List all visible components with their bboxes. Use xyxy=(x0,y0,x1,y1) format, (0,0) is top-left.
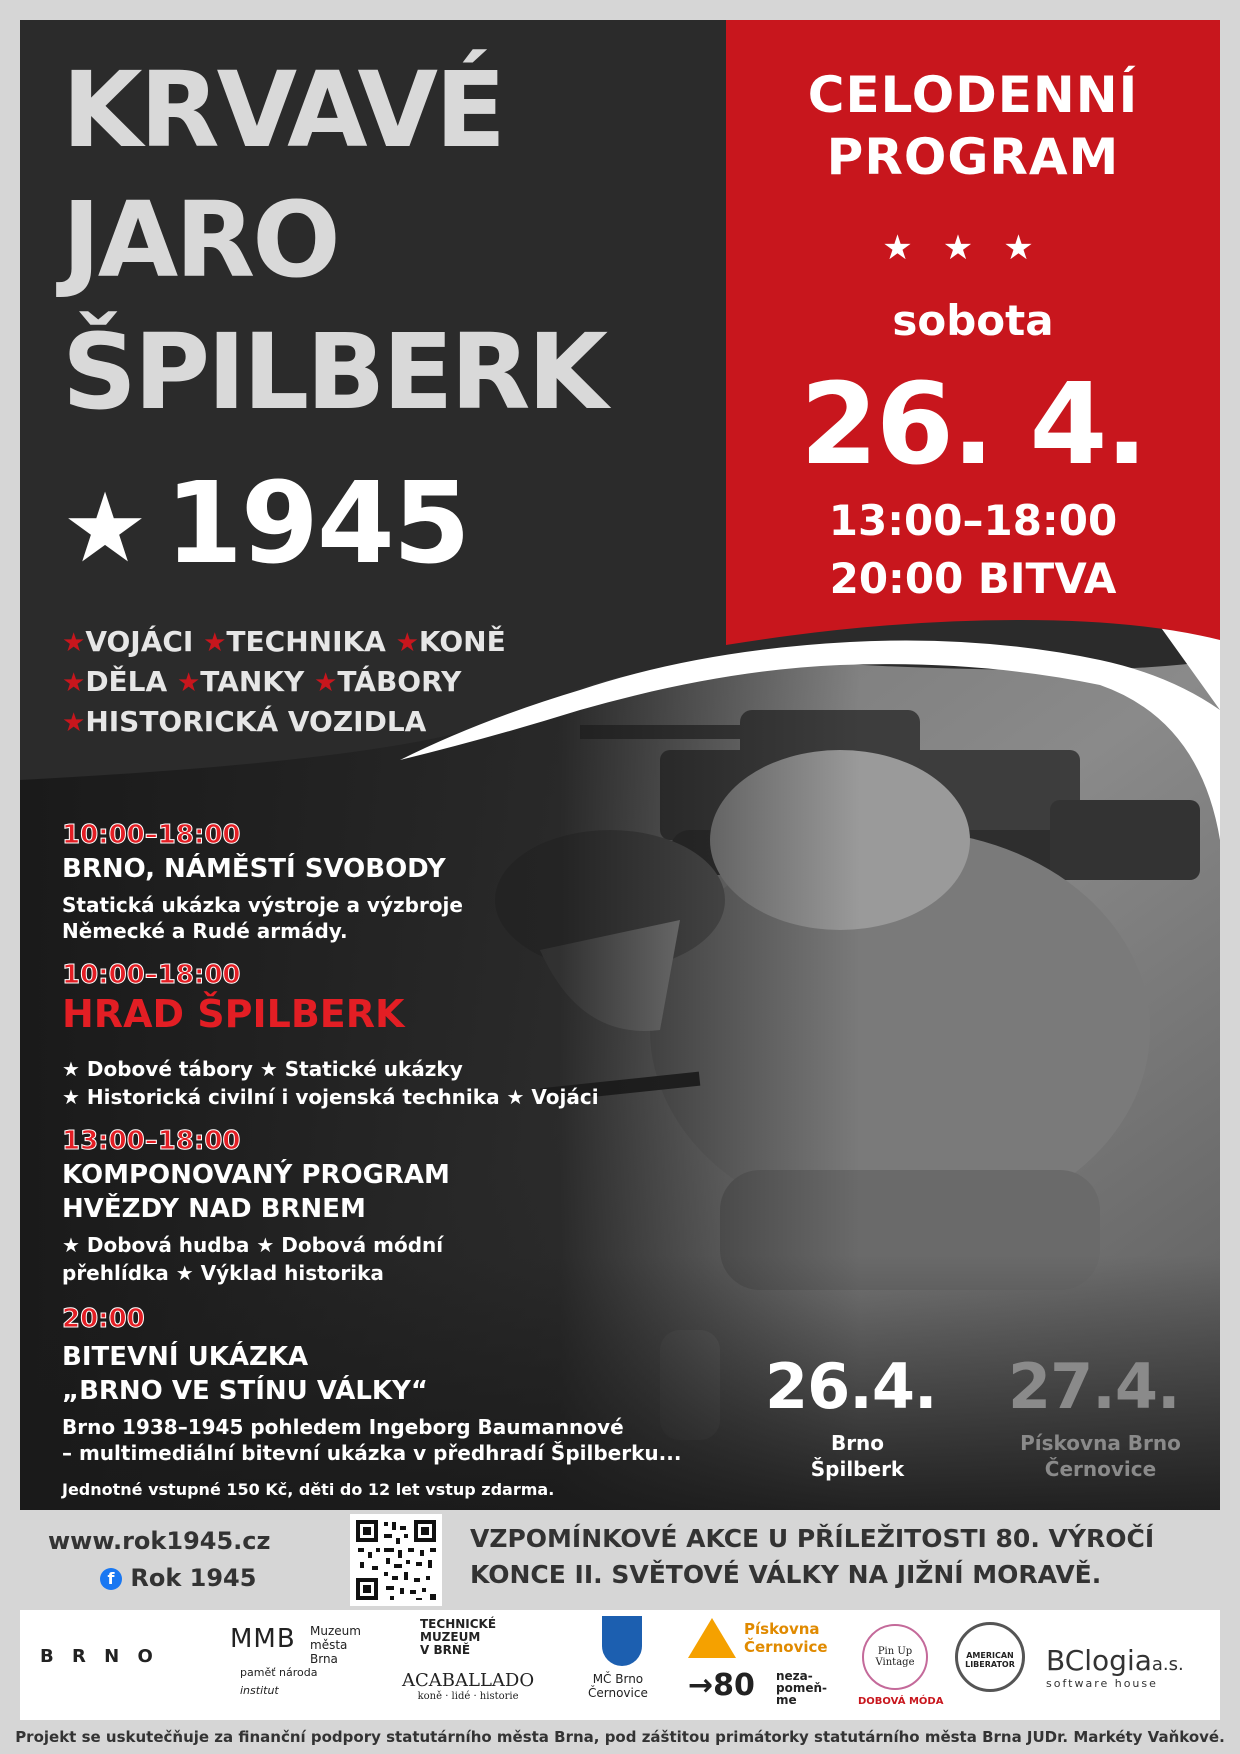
star-icon: ★ xyxy=(62,472,149,584)
features-row-1: ★VOJÁCI ★TECHNIKA ★KONĚ xyxy=(62,625,506,658)
schedule-4-desc-2: – multimediální bitevní ukázka v předhradí Špilberku... xyxy=(62,1441,682,1465)
facebook-icon: f xyxy=(100,1568,122,1590)
nezapomeneme-logo: →80 neza- pomeň- me xyxy=(688,1668,827,1707)
red-heading-2: PROGRAM xyxy=(826,128,1120,186)
schedule-1-desc-1: Statická ukázka výstroje a výzbroje xyxy=(62,893,463,917)
schedule-4-title-2: „BRNO VE STÍNU VÁLKY“ xyxy=(62,1376,428,1406)
footer-note: Projekt se uskutečňuje za finanční podpory statutárního města Brna, pod záštitou primátorky statutárního města Brna JUDr. Markéty Vaňkové. xyxy=(15,1728,1225,1746)
schedule-3-desc-1: ★ Dobová hudba ★ Dobová módní xyxy=(62,1233,444,1257)
date-1: 26.4. xyxy=(765,1350,937,1423)
schedule-3-title: KOMPONOVANÝ PROGRAM xyxy=(62,1160,450,1190)
date-1-place-2: Špilberk xyxy=(810,1457,905,1481)
acaballado-logo: ACABALLADO koně · lidé · historie xyxy=(402,1670,535,1702)
qr-code xyxy=(350,1514,442,1606)
dobova-moda-label: DOBOVÁ MÓDA xyxy=(858,1696,944,1707)
features-row-2: ★DĚLA ★TANKY ★TÁBORY xyxy=(62,665,462,698)
time-range: 13:00–18:00 xyxy=(828,496,1118,545)
schedule-2-desc-2: ★ Historická civilní i vojenská technika ★ Vojáci xyxy=(62,1085,599,1109)
schedule-3-desc-2: přehlídka ★ Výklad historika xyxy=(62,1261,384,1285)
facebook-link[interactable]: f Rok 1945 xyxy=(100,1564,256,1592)
title-line-1: KRVAVÉ xyxy=(62,49,504,171)
piskovna-logo: Pískovna Černovice xyxy=(688,1618,736,1658)
date-1-place-1: Brno xyxy=(830,1431,885,1455)
red-heading-1: CELODENNÍ xyxy=(807,66,1139,124)
pamet-naroda-logo: paměť národa institut xyxy=(240,1666,318,1697)
battle-time: 20:00 BITVA xyxy=(829,554,1117,603)
brno-logo: B R N O xyxy=(40,1646,159,1667)
schedule-1-desc-2: Německé a Rudé armády. xyxy=(62,919,348,943)
partner-logos xyxy=(20,1610,1220,1720)
admission-note: Jednotné vstupné 150 Kč, děti do 12 let vstup zdarma. xyxy=(62,1480,555,1499)
american-liberator-logo: AMERICAN LIBERATOR xyxy=(955,1622,1025,1692)
date-2: 27.4. xyxy=(1008,1350,1180,1423)
schedule-2-desc-1: ★ Dobové tábory ★ Statické ukázky xyxy=(62,1057,463,1081)
event-date: 26. 4. xyxy=(800,360,1146,490)
schedule-2-time: 10:00–18:00 xyxy=(62,960,241,990)
schedule-3-title-2: HVĚZDY NAD BRNEM xyxy=(62,1194,366,1224)
schedule-1-time: 10:00–18:00 xyxy=(62,820,241,850)
title-line-3: ŠPILBERK xyxy=(62,311,606,433)
schedule-3-time: 13:00–18:00 xyxy=(62,1126,241,1156)
website-link[interactable]: www.rok1945.cz xyxy=(48,1527,271,1555)
mc-cernovice-logo: MČ Brno Černovice xyxy=(588,1672,648,1700)
schedule-4-time: 20:00 xyxy=(62,1304,145,1334)
date-2-place-1: Pískovna Brno xyxy=(1020,1431,1181,1455)
title-line-2: JARO xyxy=(62,179,338,301)
coat-of-arms-icon xyxy=(602,1616,642,1666)
mmb-logo: MMB Muzeum města Brna xyxy=(230,1624,361,1666)
memorial-line-2: KONCE II. SVĚTOVÉ VÁLKY NA JIŽNÍ MORAVĚ. xyxy=(470,1560,1102,1589)
technical-museum-logo: TECHNICKÉ MUZEUM V BRNĚ xyxy=(420,1617,497,1657)
day-label: sobota xyxy=(892,296,1054,345)
schedule-4-desc-1: Brno 1938–1945 pohledem Ingeborg Baumannové xyxy=(62,1415,624,1439)
schedule-2-title: HRAD ŠPILBERK xyxy=(62,992,405,1036)
bclogia-logo: BClogiaa.s. software house xyxy=(1046,1644,1184,1690)
schedule-4-title: BITEVNÍ UKÁZKA xyxy=(62,1342,309,1372)
features-row-3: ★HISTORICKÁ VOZIDLA xyxy=(62,705,427,738)
date-2-place-2: Černovice xyxy=(1044,1457,1157,1481)
poster-frame xyxy=(20,20,1220,1510)
pinup-vintage-logo: Pin Up Vintage xyxy=(862,1624,928,1690)
star-icons: ★★★ xyxy=(882,228,1064,268)
schedule-1-title: BRNO, NÁMĚSTÍ SVOBODY xyxy=(62,854,446,884)
memorial-line-1: VZPOMÍNKOVÉ AKCE U PŘÍLEŽITOSTI 80. VÝROČÍ xyxy=(470,1524,1155,1553)
title-year: 1945 xyxy=(165,459,469,589)
